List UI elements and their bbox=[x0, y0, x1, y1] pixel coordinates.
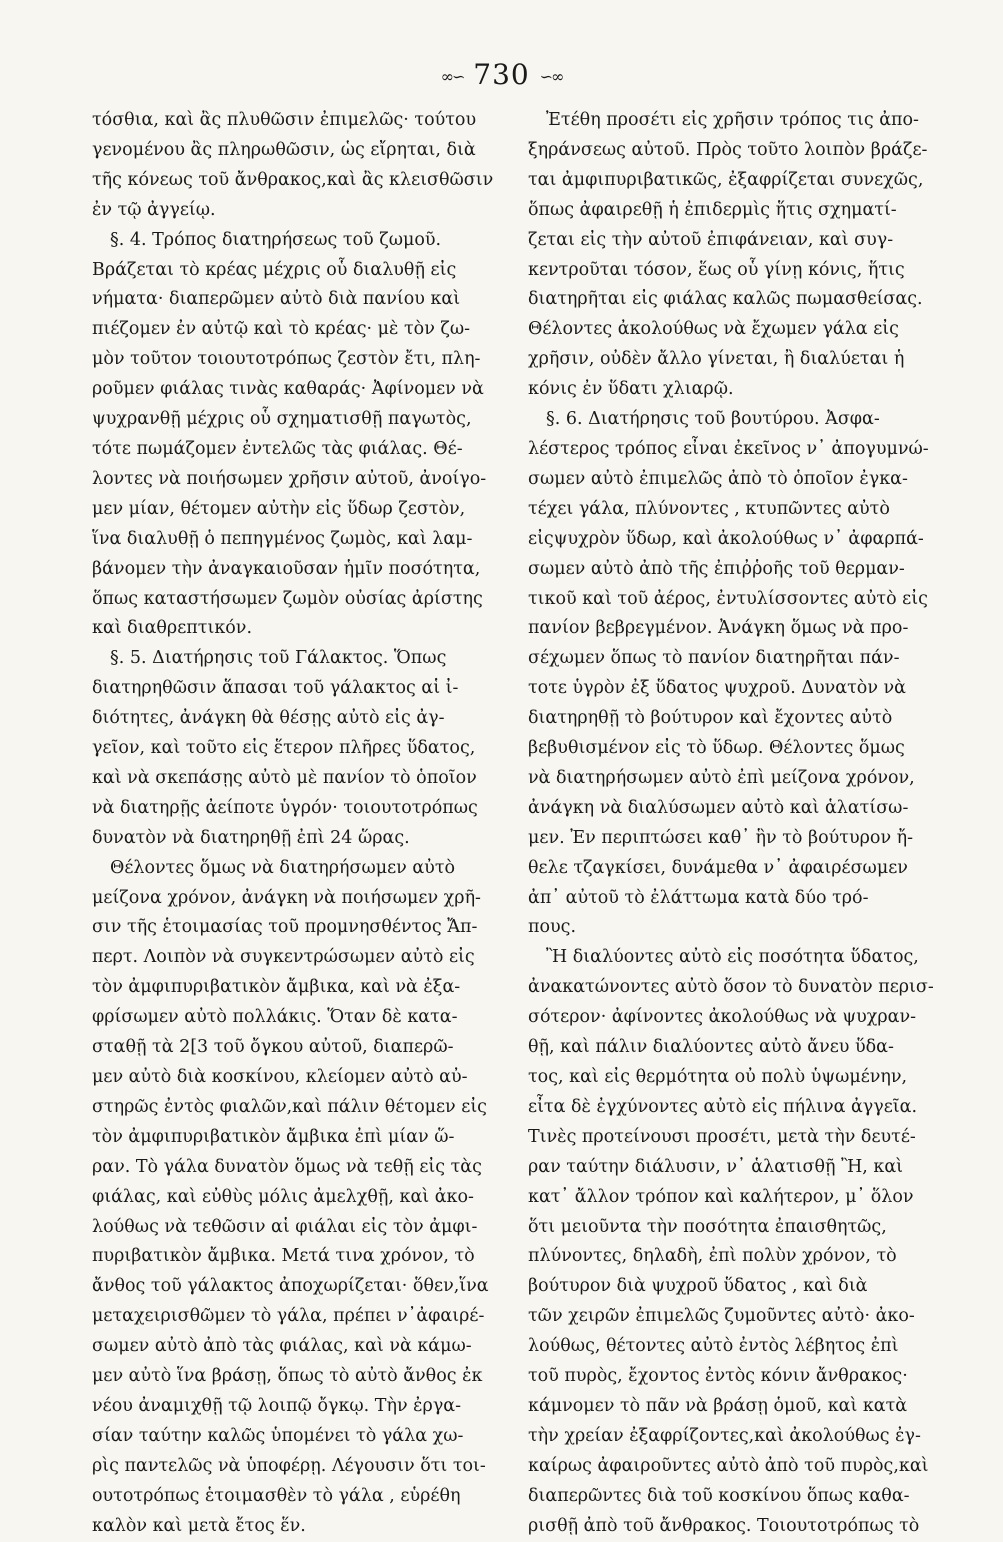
text-line: ἀνάγκη νὰ διαλύσωμεν αὐτὸ καὶ ἁλατίσω- bbox=[528, 797, 909, 818]
text-line: τότε πωμάζομεν ἐντελῶς τὰς φιάλας. Θέ- bbox=[92, 438, 463, 459]
text-line: διατηρηθῇ τὸ βούτυρον καὶ ἔχοντες αὐτὸ bbox=[528, 708, 893, 729]
text-line: τοτε ὑγρὸν ἐξ ὕδατος ψυχροῦ. Δυνατὸν νὰ bbox=[528, 678, 906, 699]
text-line: Θέλοντες ὅμως νὰ διατηρήσωμεν αὐτὸ bbox=[110, 857, 456, 878]
right-ornament-icon: ∽∞ bbox=[539, 67, 563, 86]
text-line: τὸν ἀμφιπυριβατικὸν ἄμβικα ἐπὶ μίαν ὥ- bbox=[92, 1126, 455, 1147]
text-line: πιέζομεν ἐν αὐτῷ καὶ τὸ κρέας· μὲ τὸν ζω- bbox=[92, 319, 471, 340]
text-line: κόνις ἐν ὕδατι χλιαρῷ. bbox=[528, 379, 734, 400]
text-line: καλὸν καὶ μετὰ ἔτος ἕν. bbox=[92, 1515, 306, 1536]
text-line: κεντροῦται τόσον, ἕως οὗ γίνῃ κόνις, ἥτις bbox=[528, 259, 905, 280]
text-line: ζεται εἰς τὴν αὐτοῦ ἐπιφάνειαν, καὶ συγ- bbox=[528, 229, 894, 250]
text-line: δυνατὸν νὰ διατηρηθῇ ἐπὶ 24 ὥρας. bbox=[92, 827, 410, 848]
text-line: σότερον· ἀφίνοντες ἀκολούθως νὰ ψυχραν- bbox=[528, 1007, 917, 1028]
text-line: φρίσωμεν αὐτὸ πολλάκις. Ὅταν δὲ κατα- bbox=[92, 1007, 458, 1028]
text-line: Θέλοντες ἀκολούθως νὰ ἔχωμεν γάλα εἰς bbox=[528, 319, 899, 340]
section-heading-line: §. 4. Τρόπος διατηρήσεως τοῦ ζωμοῦ. bbox=[110, 229, 442, 250]
text-line: εἶτα δὲ ἐγχύνοντες αὐτὸ εἰς πήλινα ἀγγεῖα. bbox=[528, 1096, 918, 1117]
text-line: ἐν τῷ ἀγγείῳ. bbox=[92, 199, 216, 220]
text-line: Βράζεται τὸ κρέας μέχρις οὗ διαλυθῇ εἰς bbox=[92, 259, 457, 280]
text-line: θελε τζαγκίσει, δυνάμεθα ν᾽ ἀφαιρέσωμεν bbox=[528, 857, 908, 878]
text-line: τὴν χρείαν ἐξαφρίζοντες,καὶ ἀκολούθως ἐγ- bbox=[528, 1425, 921, 1446]
text-line: βεβυθισμένον εἰς τὸ ὕδωρ. Θέλοντες ὅμως bbox=[528, 738, 905, 759]
text-line: τῶν χειρῶν ἐπιμελῶς ζυμοῦντες αὐτὸ· ἀκο- bbox=[528, 1306, 915, 1327]
text-line: μεν αὐτὸ ἵνα βράσῃ, ὅπως τὸ αὐτὸ ἄνθος ἐκ bbox=[92, 1366, 483, 1387]
text-line: Τινὲς προτείνουσι προσέτι, μετὰ τὴν δευτέ- bbox=[528, 1126, 916, 1147]
text-line: καὶ νὰ σκεπάσῃς αὐτὸ μὲ πανίον τὸ ὁποῖον bbox=[92, 767, 477, 788]
text-line: νὰ διατηρήσωμεν αὐτὸ ἐπὶ μείζονα χρόνον, bbox=[528, 767, 915, 788]
text-line: ρισθῇ ἀπὸ τοῦ ἄνθρακος. Τοιουτοτρόπως τὸ bbox=[528, 1515, 920, 1536]
text-line: τικοῦ καὶ τοῦ ἀέρος, ἐντυλίσσοντες αὐτὸ εἰς bbox=[528, 588, 928, 609]
text-line: μεν. Ἐν περιπτώσει καθ᾽ ἣν τὸ βούτυρον ἤ- bbox=[528, 827, 914, 848]
text-line: μεταχειρισθῶμεν τὸ γάλα, πρέπει ν᾽ἀφαιρέ- bbox=[92, 1306, 485, 1327]
text-line: ἀπ᾽ αὐτοῦ τὸ ἐλάττωμα κατὰ δύο τρό- bbox=[528, 887, 869, 908]
text-line: σίαν ταύτην καλῶς ὑπομένει τὸ γάλα χω- bbox=[92, 1425, 464, 1446]
text-line: σωμεν αὐτὸ ἀπὸ τὰς φιάλας, καὶ νὰ κάμω- bbox=[92, 1336, 472, 1357]
text-line: περτ. Λοιπὸν νὰ συγκεντρώσωμεν αὐτὸ εἰς bbox=[92, 947, 475, 968]
text-line: τῆς κόνεως τοῦ ἄνθρακος,καὶ ἂς κλεισθῶσιν bbox=[92, 169, 494, 190]
text-line: σέχωμεν ὅπως τὸ πανίον διατηρῆται πάν- bbox=[528, 648, 900, 669]
text-line: μεν αὐτὸ διὰ κοσκίνου, κλείομεν αὐτὸ αὐ- bbox=[92, 1067, 468, 1087]
text-line: μὸν τοῦτον τοιουτοτρόπως ζεστὸν ἔτι, πλη- bbox=[92, 349, 481, 370]
text-line: ουτοτρόπως ἑτοιμασθὲν τὸ γάλα , εὑρέθη bbox=[92, 1485, 461, 1506]
right-column bbox=[528, 106, 938, 1542]
text-line: πλύνοντες, δηλαδὴ, ἐπὶ πολὺν χρόνον, τὸ bbox=[528, 1246, 897, 1267]
text-line: νέου ἀναμιχθῇ τῷ λοιπῷ ὄγκῳ. Τὴν ἐργα- bbox=[92, 1395, 462, 1416]
text-line: λούθως, θέτοντες αὐτὸ ἐντὸς λέβητος ἐπὶ bbox=[528, 1336, 899, 1357]
text-line: στηρῶς ἐντὸς φιαλῶν,καὶ πάλιν θέτομεν εἰς bbox=[92, 1096, 487, 1117]
text-line: ἄνθος τοῦ γάλακτος ἀποχωρίζεται· ὅθεν,ἵνα bbox=[92, 1276, 489, 1297]
text-line: γενομένου ἂς πληρωθῶσιν, ὡς εἴρηται, διὰ bbox=[92, 139, 476, 160]
left-ornament-icon: ∞∽ bbox=[440, 67, 464, 86]
text-line: καίρως ἀφαιροῦντες αὐτὸ ἀπὸ τοῦ πυρὸς,καὶ bbox=[528, 1455, 929, 1476]
text-line: χρῆσιν, οὐδὲν ἄλλο γίνεται, ἢ διαλύεται ἡ bbox=[528, 349, 905, 370]
text-line: λούθως νὰ τεθῶσιν αἱ φιάλαι εἰς τὸν ἀμφι- bbox=[92, 1216, 478, 1237]
text-line: σταθῇ τὰ 2[3 τοῦ ὄγκου αὐτοῦ, διαπερῶ- bbox=[92, 1037, 454, 1058]
text-line: ται ἀμφιπυριβατικῶς, ἐξαφρίζεται συνεχῶς, bbox=[528, 169, 924, 190]
text-line: διότητες, ἀνάγκη θὰ θέσῃς αὐτὸ εἰς ἀγ- bbox=[92, 708, 445, 729]
text-line: καὶ διαθρεπτικόν. bbox=[92, 618, 253, 639]
text-line: μεν μίαν, θέτομεν αὐτὴν εἰς ὕδωρ ζεστὸν, bbox=[92, 498, 466, 519]
text-line: ὅπως ἀφαιρεθῇ ἡ ἐπιδερμὶς ἥτις σχηματί- bbox=[528, 199, 897, 220]
section-heading-line: §. 6. Διατήρησις τοῦ βουτύρου. Ἀσφα- bbox=[546, 409, 880, 430]
text-line: τοῦ πυρὸς, ἔχοντος ἐντὸς κόνιν ἄνθρακος· bbox=[528, 1366, 908, 1387]
text-line: νήματα· διαπερῶμεν αὐτὸ διὰ πανίου καὶ bbox=[92, 289, 461, 310]
text-line: διατηρῆται εἰς φιάλας καλῶς πωμασθείσας. bbox=[528, 289, 923, 310]
text-line: λοντες νὰ ποιήσωμεν χρῆσιν αὐτοῦ, ἀνοίγο- bbox=[92, 468, 487, 489]
text-line: ἀνακατώνοντες αὐτὸ ὅσον τὸ δυνατὸν περισ- bbox=[528, 977, 934, 998]
text-line: γεῖον, καὶ τοῦτο εἰς ἕτερον πλῆρες ὕδατος, bbox=[92, 738, 476, 759]
text-line: τέχει γάλα, πλύνοντες , κτυπῶντες αὐτὸ bbox=[528, 498, 890, 519]
text-line: πυριβατικὸν ἄμβικα. Μετά τινα χρόνον, τὸ bbox=[92, 1246, 475, 1267]
left-column bbox=[92, 106, 502, 1542]
text-line: ρὶς παντελῶς νὰ ὑποφέρῃ. Λέγουσιν ὅτι τοι- bbox=[92, 1455, 486, 1476]
text-line: πους. bbox=[528, 917, 577, 938]
text-line: τὸν ἀμφιπυριβατικὸν ἄμβικα, καὶ νὰ ἐξα- bbox=[92, 977, 461, 998]
text-line: φιάλας, καὶ εὐθὺς μόλις ἀμελχθῇ, καὶ ἀκο- bbox=[92, 1186, 474, 1207]
text-line: νὰ διατηρῇς ἀείποτε ὑγρόν· τοιουτοτρόπως bbox=[92, 797, 478, 818]
text-line: λέστερος τρόπος εἶναι ἐκεῖνος ν᾽ ἀπογυμνώ- bbox=[528, 438, 929, 459]
text-line: μείζονα χρόνον, ἀνάγκη νὰ ποιήσωμεν χρῆ- bbox=[92, 887, 481, 908]
text-line: πανίον βεβρεγμένον. Ἀνάγκη ὅμως νὰ προ- bbox=[528, 618, 909, 639]
text-line: διατηρηθῶσιν ἅπασαι τοῦ γάλακτος αἱ ἰ- bbox=[92, 678, 459, 699]
text-line: κατ᾽ ἄλλον τρόπον καὶ καλήτερον, μ᾽ ὅλον bbox=[528, 1186, 914, 1207]
text-line: ψυχρανθῇ μέχρις οὗ σχηματισθῇ παγωτὸς, bbox=[92, 409, 472, 430]
text-line: ραν ταύτην διάλυσιν, ν᾽ ἁλατισθῇ Ἢ, καὶ bbox=[528, 1156, 904, 1177]
section-heading-line: §. 5. Διατήρησις τοῦ Γάλακτος. Ὅπως bbox=[110, 648, 447, 669]
text-line: ὅπως καταστήσωμεν ζωμὸν οὐσίας ἀρίστης bbox=[92, 588, 483, 609]
text-line: εἰςψυχρὸν ὕδωρ, καὶ ἀκολούθως ν᾽ ἀφαρπά- bbox=[528, 528, 924, 549]
text-line: διαπερῶντες διὰ τοῦ κοσκίνου ὅπως καθα- bbox=[528, 1485, 910, 1506]
text-line: Ἢ διαλύοντες αὐτὸ εἰς ποσότητα ὕδατος, bbox=[546, 947, 919, 968]
text-line: ροῦμεν φιάλας τινὰς καθαράς· Ἀφίνομεν νὰ bbox=[92, 379, 484, 400]
text-line: τόσθια, καὶ ἂς πλυθῶσιν ἐπιμελῶς· τούτου bbox=[92, 110, 477, 130]
text-line: σωμεν αὐτὸ ἐπιμελῶς ἀπὸ τὸ ὁποῖον ἐγκα- bbox=[528, 468, 908, 489]
text-line: ὅτι μειοῦντα τὴν ποσότητα ἐπαισθητῶς, bbox=[528, 1216, 887, 1237]
text-line: τος, καὶ εἰς θερμότητα οὐ πολὺ ὑψωμένην, bbox=[528, 1067, 908, 1087]
text-line: κάμνομεν τὸ πᾶν νὰ βράσῃ ὁμοῦ, καὶ κατὰ bbox=[528, 1395, 908, 1416]
page-header bbox=[0, 58, 1003, 91]
text-line: θῇ, καὶ πάλιν διαλύοντες αὐτὸ ἄνευ ὕδα- bbox=[528, 1037, 894, 1058]
text-line: βούτυρον διὰ ψυχροῦ ὕδατος , καὶ διὰ bbox=[528, 1276, 868, 1297]
text-line: Ἐτέθη προσέτι εἰς χρῆσιν τρόπος τις ἀπο- bbox=[546, 110, 919, 130]
page-number: 730 bbox=[473, 58, 530, 91]
text-line: ἵνα διαλυθῇ ὁ πεπηγμένος ζωμὸς, καὶ λαμ- bbox=[92, 528, 473, 549]
text-line: ξηράνσεως αὐτοῦ. Πρὸς τοῦτο λοιπὸν βράζε- bbox=[528, 139, 928, 160]
text-line: σωμεν αὐτὸ ἀπὸ τῆς ἐπιῤῥοῆς τοῦ θερμαν- bbox=[528, 558, 905, 579]
text-line: βάνομεν τὴν ἀναγκαιοῦσαν ἡμῖν ποσότητα, bbox=[92, 558, 481, 579]
text-line: ραν. Τὸ γάλα δυνατὸν ὅμως νὰ τεθῇ εἰς τὰς bbox=[92, 1156, 482, 1177]
text-line: σιν τῆς ἑτοιμασίας τοῦ προμνησθέντος Ἄπ- bbox=[92, 917, 478, 938]
